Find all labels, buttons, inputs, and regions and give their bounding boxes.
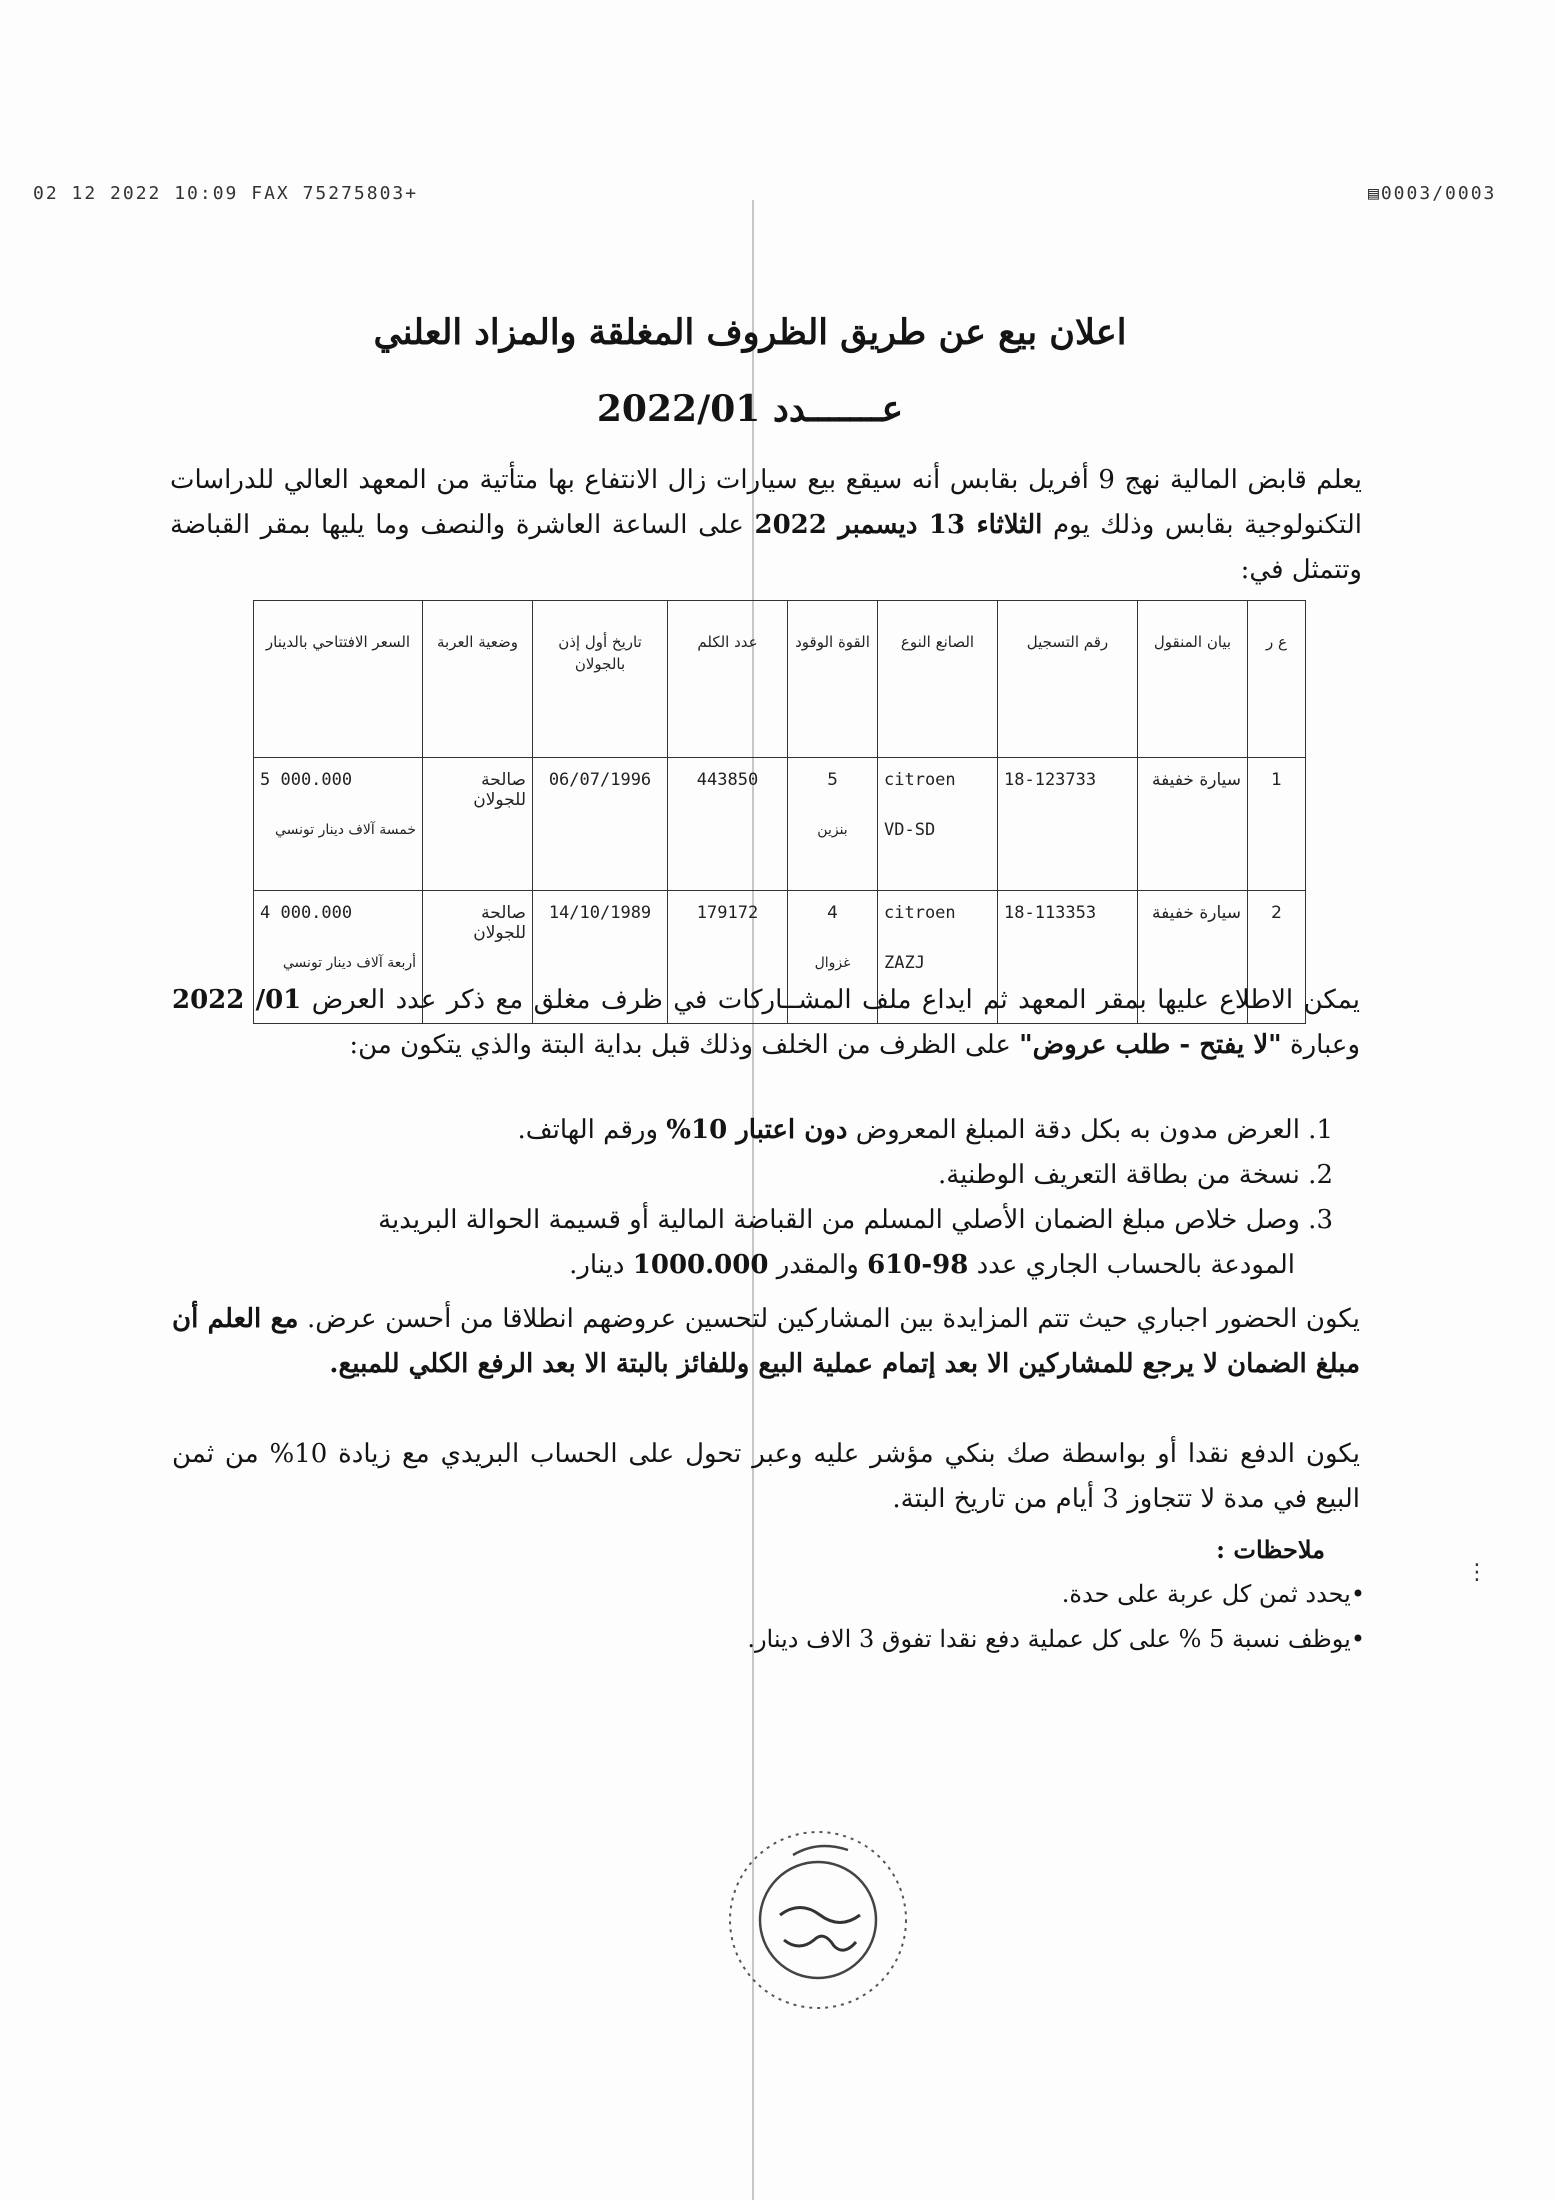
row-km: 443850: [668, 758, 788, 891]
row-item: سيارة خفيفة: [1138, 758, 1248, 891]
row-status: صالحة للجولان: [423, 758, 533, 891]
row-item: سيارة خفيفة: [1138, 891, 1248, 1024]
item1-text-2: ورقم الهاتف.: [517, 1115, 667, 1145]
row-registration: 18-113353: [998, 891, 1138, 1024]
item3-text-1: المودعة بالحساب الجاري عدد: [968, 1250, 1295, 1280]
fax-page-icon: ▤: [1368, 183, 1381, 204]
row-fuel: بنزين: [817, 822, 848, 838]
list-item-2: 2. نسخة من بطاقة التعريف الوطنية.: [937, 1160, 1333, 1190]
guarantee-amount: 1000.000: [632, 1250, 769, 1280]
row-make: [878, 758, 998, 891]
row-make-name: citroen: [884, 770, 956, 790]
row-power: [788, 758, 878, 891]
row-make-name: citroen: [884, 903, 956, 923]
submission-paragraph: [172, 978, 1360, 1068]
note-text: يحدد ثمن كل عربة على حدة.: [1061, 1580, 1351, 1608]
header-price: السعر الافتتاحي بالدينار: [254, 601, 423, 758]
row-power-value: 4: [827, 903, 838, 923]
fax-page-number: 0003/0003: [1380, 183, 1497, 204]
list-item-3-continued: [569, 1250, 1295, 1280]
note-item-1: [1062, 1580, 1365, 1608]
row-status: صالحة للجولان: [423, 891, 533, 1024]
document-title: اعلان بيع عن طريق الظروف المغلقة والمزاد العلني: [373, 312, 1127, 353]
intro-text-2: على الساعة العاشرة والنصف وما يليها بمقر القباضة وتتمثل في:: [170, 510, 1362, 585]
list-item-3: 3. وصل خلاص مبلغ الضمان الأصلي المسلم من القباضة المالية أو قسيمة الحوالة البريدية: [378, 1205, 1333, 1235]
submission-text-3: على الظرف من الخلف وذلك قبل بداية البتة والذي يتكون من:: [349, 1030, 1020, 1060]
item1-text-1: 1. العرض مدون به بكل دقة المبلغ المعروض: [847, 1115, 1333, 1145]
item3-text-2: والمقدر: [768, 1250, 868, 1280]
header-first-date: تاريخ أول إذن بالجولان: [533, 601, 668, 758]
offer-number: 01/ 2022: [172, 985, 302, 1015]
intro-text-1: يعلم قابض المالية نهج 9 أفريل بقابس أنه سيقع بيع سيارات زال الانتفاع بها متأتية من المعهد العالي للدراسات التكنولوجية بقابس وذلك يوم: [170, 465, 1362, 540]
bullet-icon: •: [1350, 1580, 1365, 1608]
header-km: عدد الكلم: [668, 601, 788, 758]
vehicles-table: [253, 600, 1306, 1024]
row-model: ZAZJ: [884, 953, 925, 973]
row-first-date: 06/07/1996: [533, 758, 668, 891]
row-power-value: 5: [827, 770, 838, 790]
note-item-2: [747, 1625, 1365, 1653]
fax-header-right: [1368, 183, 1496, 204]
notes-title: ملاحظات :: [1216, 1535, 1325, 1564]
header-registration: رقم التسجيل: [998, 601, 1138, 758]
row-index: 2: [1248, 891, 1306, 1024]
row-price-words: خمسة آلاف دينار تونسي: [274, 822, 416, 838]
row-price-value: 5 000.000: [260, 770, 353, 790]
item1-bold: دون اعتبار 10%: [666, 1115, 848, 1145]
submission-text-1: يمكن الاطلاع عليها بمقر المعهد ثم ايداع ملف المشــاركات في ظرف مغلق مع ذكر عدد العرض: [301, 985, 1360, 1015]
envelope-label: "لا يفتح - طلب عروض": [1019, 1030, 1282, 1060]
account-number: 98-610: [867, 1250, 969, 1280]
table-row: [254, 758, 1306, 891]
table-header-row: [254, 601, 1306, 758]
header-index: ع ر: [1248, 601, 1306, 758]
guarantee-note: مع العلم أن مبلغ الضمان لا يرجع للمشاركين الا بعد إتمام عملية البيع وللفائز بالبتة الا بعد الرفع الكلي للمبيع.: [172, 1304, 1360, 1379]
official-stamp-icon: [718, 1820, 918, 2020]
bullet-icon: •: [1350, 1625, 1365, 1653]
item3-text-3: دينار.: [569, 1250, 633, 1280]
row-model: VD-SD: [884, 820, 936, 840]
row-first-date: 14/10/1989: [533, 891, 668, 1024]
document-number: عـــــــدد 2022/01: [596, 388, 904, 430]
list-item-1: [517, 1115, 1333, 1145]
row-registration: 18-123733: [998, 758, 1138, 891]
attendance-text: يكون الحضور اجباري حيث تتم المزايدة بين المشاركين لتحسين عروضهم انطلاقا من أحسن عرض.: [298, 1304, 1360, 1334]
row-price: [254, 758, 423, 891]
row-index: 1: [1248, 758, 1306, 891]
header-make: الصانع النوع: [878, 601, 998, 758]
payment-paragraph: يكون الدفع نقدا أو بواسطة صك بنكي مؤشر عليه وعبر تحول على الحساب البريدي مع زيادة 10% من ثمن البيع في مدة لا تتجاوز 3 أيام من تاريخ البتة.: [172, 1439, 1360, 1514]
header-status: وضعية العربة: [423, 601, 533, 758]
header-power: القوة الوقود: [788, 601, 878, 758]
fax-header-left: 02 12 2022 10:09 FAX 75275803+: [33, 183, 419, 204]
header-item: بيان المنقول: [1138, 601, 1248, 758]
row-price-words: أربعة آلاف دينار تونسي: [282, 955, 416, 971]
attendance-paragraph: [172, 1297, 1360, 1387]
row-fuel: غزوال: [814, 955, 851, 971]
submission-text-2: وعبارة: [1281, 1030, 1360, 1060]
note-text: يوظف نسبة 5 % على كل عملية دفع نقدا تفوق 3 الاف دينار.: [747, 1625, 1351, 1653]
intro-date: الثلاثاء 13 ديسمبر 2022: [754, 510, 1043, 540]
margin-mark-icon: ⋮: [1466, 1560, 1488, 1585]
row-km: 179172: [668, 891, 788, 1024]
row-price-value: 4 000.000: [260, 903, 353, 923]
intro-paragraph: [170, 458, 1362, 593]
